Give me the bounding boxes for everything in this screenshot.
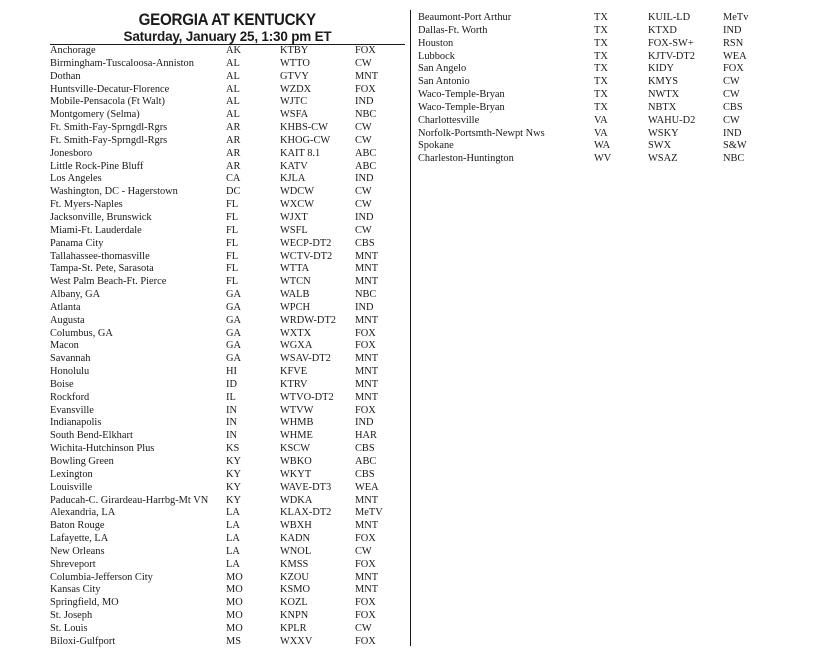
- state-code: MO: [226, 571, 243, 583]
- document-title: GEORGIA AT KENTUCKY: [138, 11, 316, 29]
- network-name: IND: [355, 417, 374, 429]
- call-sign: KAIT 8.1: [280, 147, 321, 159]
- network-name: FOX: [355, 558, 376, 570]
- market-name: Springfield, MO: [50, 597, 119, 609]
- network-name: FOX: [355, 635, 376, 647]
- call-sign: WTVO-DT2: [280, 391, 334, 403]
- call-sign: KZOU: [280, 571, 309, 583]
- state-code: TX: [594, 76, 608, 88]
- network-name: FOX: [355, 45, 376, 56]
- call-sign: KSCW: [280, 443, 311, 455]
- state-code: WV: [594, 153, 612, 165]
- market-name: Indianapolis: [50, 417, 102, 429]
- market-name: New Orleans: [50, 545, 105, 557]
- state-code: FL: [226, 263, 239, 275]
- state-code: AR: [226, 147, 241, 159]
- market-name: Ft. Smith-Fay-Sprngdl-Rgrs: [50, 134, 168, 146]
- market-name: Beaumont-Port Arthur: [418, 12, 512, 23]
- call-sign: WTVW: [280, 404, 314, 416]
- state-code: IN: [226, 417, 237, 429]
- network-name: CW: [723, 76, 740, 88]
- network-name: WEA: [723, 50, 747, 62]
- call-sign: KHBS-CW: [280, 122, 328, 134]
- state-code: IN: [226, 404, 237, 416]
- document-subtitle: Saturday, January 25, 1:30 pm ET: [123, 29, 332, 44]
- market-name: Paducah-C. Girardeau-Harrbg-Mt VN: [50, 494, 209, 506]
- call-sign: KJTV-DT2: [648, 50, 695, 62]
- state-code: TX: [594, 89, 608, 101]
- network-name: ABC: [355, 456, 377, 467]
- market-name: Charleston-Huntington: [418, 153, 514, 165]
- market-name: Washington, DC - Hagerstown: [50, 186, 178, 198]
- call-sign: WTCN: [280, 276, 311, 288]
- network-name: CW: [355, 224, 372, 236]
- network-name: ABC: [355, 160, 377, 172]
- call-sign: WSFA: [280, 109, 309, 121]
- market-name: Atlanta: [50, 301, 81, 313]
- state-code: AK: [226, 45, 242, 56]
- state-code: MO: [226, 597, 243, 609]
- call-sign: WBXH: [280, 520, 312, 532]
- market-name: Louisville: [50, 481, 93, 493]
- market-name: Waco-Temple-Bryan: [418, 89, 505, 101]
- call-sign: WSAZ: [648, 153, 678, 165]
- network-name: CBS: [355, 237, 375, 249]
- network-name: MNT: [355, 494, 379, 506]
- state-code: CA: [226, 173, 241, 185]
- call-sign: KHOG-CW: [280, 134, 331, 146]
- network-name: CBS: [723, 101, 743, 113]
- network-name: FOX: [355, 83, 376, 95]
- market-name: Augusta: [50, 314, 85, 326]
- network-name: MNT: [355, 584, 379, 596]
- call-sign: KPLR: [280, 622, 307, 634]
- network-name: IND: [723, 24, 742, 36]
- market-name: Rockford: [50, 391, 90, 403]
- market-name: Los Angeles: [50, 173, 102, 185]
- market-name: St. Joseph: [50, 610, 93, 622]
- market-name: Norfolk-Portsmth-Newpt Nws: [418, 127, 545, 139]
- market-name: Ft. Smith-Fay-Sprngdl-Rgrs: [50, 122, 168, 134]
- market-name: Bowling Green: [50, 456, 114, 467]
- market-name: Alexandria, LA: [50, 507, 116, 519]
- state-code: LA: [226, 507, 240, 519]
- call-sign: KLAX-DT2: [280, 507, 332, 519]
- network-name: IND: [355, 301, 374, 313]
- call-sign: SWX: [648, 140, 672, 152]
- call-sign: KIDY: [648, 63, 674, 75]
- market-name: Anchorage: [50, 45, 96, 56]
- state-code: GA: [226, 340, 242, 352]
- call-sign: KJLA: [280, 173, 306, 185]
- state-code: MO: [226, 584, 243, 596]
- network-name: NBC: [723, 153, 745, 165]
- network-name: FOX: [355, 533, 376, 545]
- network-name: FOX: [723, 63, 744, 75]
- call-sign: KTBY: [280, 45, 309, 56]
- state-code: KY: [226, 456, 242, 467]
- state-code: TX: [594, 24, 608, 36]
- state-code: KS: [226, 443, 240, 455]
- call-sign: WDCW: [280, 186, 315, 198]
- network-name: NBC: [355, 289, 377, 301]
- call-sign: KADN: [280, 533, 311, 545]
- call-sign: WRDW-DT2: [280, 314, 336, 326]
- network-name: S&W: [723, 140, 747, 152]
- network-name: CBS: [355, 468, 375, 480]
- call-sign: WAVE-DT3: [280, 481, 332, 493]
- state-code: LA: [226, 533, 240, 545]
- market-name: West Palm Beach-Ft. Pierce: [50, 276, 167, 288]
- state-code: AR: [226, 160, 241, 172]
- call-sign: WSFL: [280, 224, 308, 236]
- call-sign: WECP-DT2: [280, 237, 332, 249]
- market-name: Montgomery (Selma): [50, 109, 140, 121]
- market-name: Shreveport: [50, 558, 96, 570]
- call-sign: KOZL: [280, 597, 308, 609]
- network-name: CBS: [355, 443, 375, 455]
- state-code: VA: [594, 114, 608, 126]
- state-code: WA: [594, 140, 611, 152]
- state-code: MS: [226, 635, 242, 647]
- state-code: AL: [226, 109, 240, 121]
- network-name: FOX: [355, 404, 376, 416]
- market-name: Tallahassee-thomasville: [50, 250, 150, 262]
- market-name: Tampa-St. Pete, Sarasota: [50, 263, 154, 275]
- network-name: MeTv: [723, 12, 749, 23]
- network-name: MNT: [355, 353, 379, 365]
- network-name: IND: [355, 211, 374, 223]
- state-code: FL: [226, 224, 239, 236]
- state-code: AL: [226, 96, 240, 108]
- network-name: MeTV: [355, 507, 383, 519]
- network-name: CW: [355, 545, 372, 557]
- call-sign: WNOL: [280, 545, 312, 557]
- state-code: FL: [226, 237, 239, 249]
- state-code: FL: [226, 276, 239, 288]
- call-sign: KFVE: [280, 366, 308, 378]
- network-name: MNT: [355, 391, 379, 403]
- market-name: San Angelo: [418, 63, 467, 75]
- market-name: Birmingham-Tuscaloosa-Anniston: [50, 57, 194, 69]
- state-code: AR: [226, 134, 241, 146]
- call-sign: NWTX: [648, 89, 680, 101]
- network-name: FOX: [355, 597, 376, 609]
- call-sign: KUIL-LD: [648, 12, 691, 23]
- market-name: Macon: [50, 340, 79, 352]
- call-sign: KSMO: [280, 584, 311, 596]
- state-code: FL: [226, 250, 239, 262]
- state-code: MO: [226, 610, 243, 622]
- network-name: MNT: [355, 70, 379, 82]
- market-name: Jacksonville, Brunswick: [50, 211, 152, 223]
- call-sign: KNPN: [280, 610, 309, 622]
- network-name: CW: [355, 186, 372, 198]
- state-code: LA: [226, 520, 240, 532]
- network-name: HAR: [355, 430, 377, 442]
- market-name: Panama City: [50, 237, 104, 249]
- market-name: San Antonio: [418, 76, 470, 88]
- market-name: Kansas City: [50, 584, 101, 596]
- network-name: FOX: [355, 327, 376, 339]
- state-code: KY: [226, 468, 242, 480]
- network-name: MNT: [355, 314, 379, 326]
- state-code: AR: [226, 122, 241, 134]
- market-name: South Bend-Elkhart: [50, 430, 133, 442]
- market-name: Boise: [50, 378, 74, 390]
- network-name: CW: [723, 114, 740, 126]
- network-name: MNT: [355, 520, 379, 532]
- state-code: AL: [226, 57, 240, 69]
- network-name: IND: [355, 96, 374, 108]
- call-sign: WTTA: [280, 263, 310, 275]
- call-sign: WDKA: [280, 494, 313, 506]
- call-sign: WSAV-DT2: [280, 353, 331, 365]
- state-code: ID: [226, 378, 237, 390]
- network-name: IND: [723, 127, 742, 139]
- network-name: CW: [355, 57, 372, 69]
- network-name: ABC: [355, 147, 377, 159]
- call-sign: WXTX: [280, 327, 312, 339]
- call-sign: WXXV: [280, 635, 313, 647]
- state-code: HI: [226, 366, 237, 378]
- market-name: Charlottesville: [418, 114, 480, 126]
- state-code: TX: [594, 37, 608, 49]
- state-code: GA: [226, 353, 242, 365]
- market-name: Mobile-Pensacola (Ft Walt): [50, 96, 165, 108]
- network-name: RSN: [723, 37, 744, 49]
- network-name: CW: [355, 122, 372, 134]
- state-code: TX: [594, 101, 608, 113]
- market-name: St. Louis: [50, 622, 88, 634]
- call-sign: KATV: [280, 160, 308, 172]
- call-sign: KTRV: [280, 378, 308, 390]
- call-sign: WTTO: [280, 57, 310, 69]
- market-name: Little Rock-Pine Bluff: [50, 160, 144, 172]
- state-code: LA: [226, 558, 240, 570]
- market-name: Columbus, GA: [50, 327, 113, 339]
- network-name: MNT: [355, 250, 379, 262]
- state-code: GA: [226, 301, 242, 313]
- state-code: AL: [226, 83, 240, 95]
- state-code: IN: [226, 430, 237, 442]
- call-sign: WGXA: [280, 340, 313, 352]
- market-name: Lexington: [50, 468, 93, 480]
- state-code: TX: [594, 12, 608, 23]
- market-name: Spokane: [418, 140, 454, 152]
- network-name: IND: [355, 173, 374, 185]
- market-name: Honolulu: [50, 366, 90, 378]
- market-name: Savannah: [50, 353, 91, 365]
- call-sign: FOX-SW+: [648, 37, 694, 49]
- network-name: MNT: [355, 378, 379, 390]
- market-name: Dallas-Ft. Worth: [418, 24, 488, 36]
- market-name: Waco-Temple-Bryan: [418, 101, 505, 113]
- state-code: DC: [226, 186, 241, 198]
- market-name: Lubbock: [418, 50, 455, 62]
- call-sign: NBTX: [648, 101, 677, 113]
- network-name: CW: [355, 199, 372, 211]
- call-sign: GTVY: [280, 70, 309, 82]
- network-name: MNT: [355, 366, 379, 378]
- market-name: Columbia-Jefferson City: [50, 571, 153, 583]
- network-name: MNT: [355, 571, 379, 583]
- state-code: KY: [226, 494, 242, 506]
- call-sign: WBKO: [280, 456, 312, 467]
- call-sign: WJXT: [280, 211, 308, 223]
- call-sign: WALB: [280, 289, 310, 301]
- market-name: Dothan: [50, 70, 81, 82]
- state-code: KY: [226, 481, 242, 493]
- state-code: FL: [226, 211, 239, 223]
- state-code: VA: [594, 127, 608, 139]
- network-name: MNT: [355, 276, 379, 288]
- market-name: Houston: [418, 37, 454, 49]
- state-code: MO: [226, 622, 243, 634]
- call-sign: KMSS: [280, 558, 309, 570]
- call-sign: WPCH: [280, 301, 311, 313]
- state-code: AL: [226, 70, 240, 82]
- state-code: TX: [594, 50, 608, 62]
- market-name: Lafayette, LA: [50, 533, 109, 545]
- call-sign: WHME: [280, 430, 313, 442]
- state-code: FL: [226, 199, 239, 211]
- state-code: LA: [226, 545, 240, 557]
- network-name: CW: [355, 134, 372, 146]
- network-name: CW: [355, 622, 372, 634]
- network-name: CW: [723, 89, 740, 101]
- call-sign: WZDX: [280, 83, 312, 95]
- call-sign: WJTC: [280, 96, 308, 108]
- call-sign: WAHU-D2: [648, 114, 696, 126]
- market-name: Huntsville-Decatur-Florence: [50, 83, 170, 95]
- network-name: WEA: [355, 481, 379, 493]
- market-name: Albany, GA: [50, 289, 101, 301]
- state-code: TX: [594, 63, 608, 75]
- network-name: NBC: [355, 109, 377, 121]
- state-code: IL: [226, 391, 236, 403]
- market-name: Ft. Myers-Naples: [50, 199, 123, 211]
- call-sign: WXCW: [280, 199, 315, 211]
- call-sign: WSKY: [648, 127, 679, 139]
- network-name: MNT: [355, 263, 379, 275]
- state-code: GA: [226, 314, 242, 326]
- market-name: Baton Rouge: [50, 520, 105, 532]
- market-name: Miami-Ft. Lauderdale: [50, 224, 142, 236]
- market-name: Biloxi-Gulfport: [50, 635, 116, 647]
- call-sign: WHMB: [280, 417, 314, 429]
- network-name: FOX: [355, 340, 376, 352]
- column-divider: [410, 10, 411, 646]
- call-sign: WKYT: [280, 468, 312, 480]
- market-name: Evansville: [50, 404, 94, 416]
- network-name: FOX: [355, 610, 376, 622]
- market-name: Wichita-Hutchinson Plus: [50, 443, 155, 455]
- market-name: Jonesboro: [50, 147, 93, 159]
- call-sign: KMYS: [648, 76, 679, 88]
- call-sign: KTXD: [648, 24, 677, 36]
- state-code: GA: [226, 289, 242, 301]
- call-sign: WCTV-DT2: [280, 250, 333, 262]
- state-code: GA: [226, 327, 242, 339]
